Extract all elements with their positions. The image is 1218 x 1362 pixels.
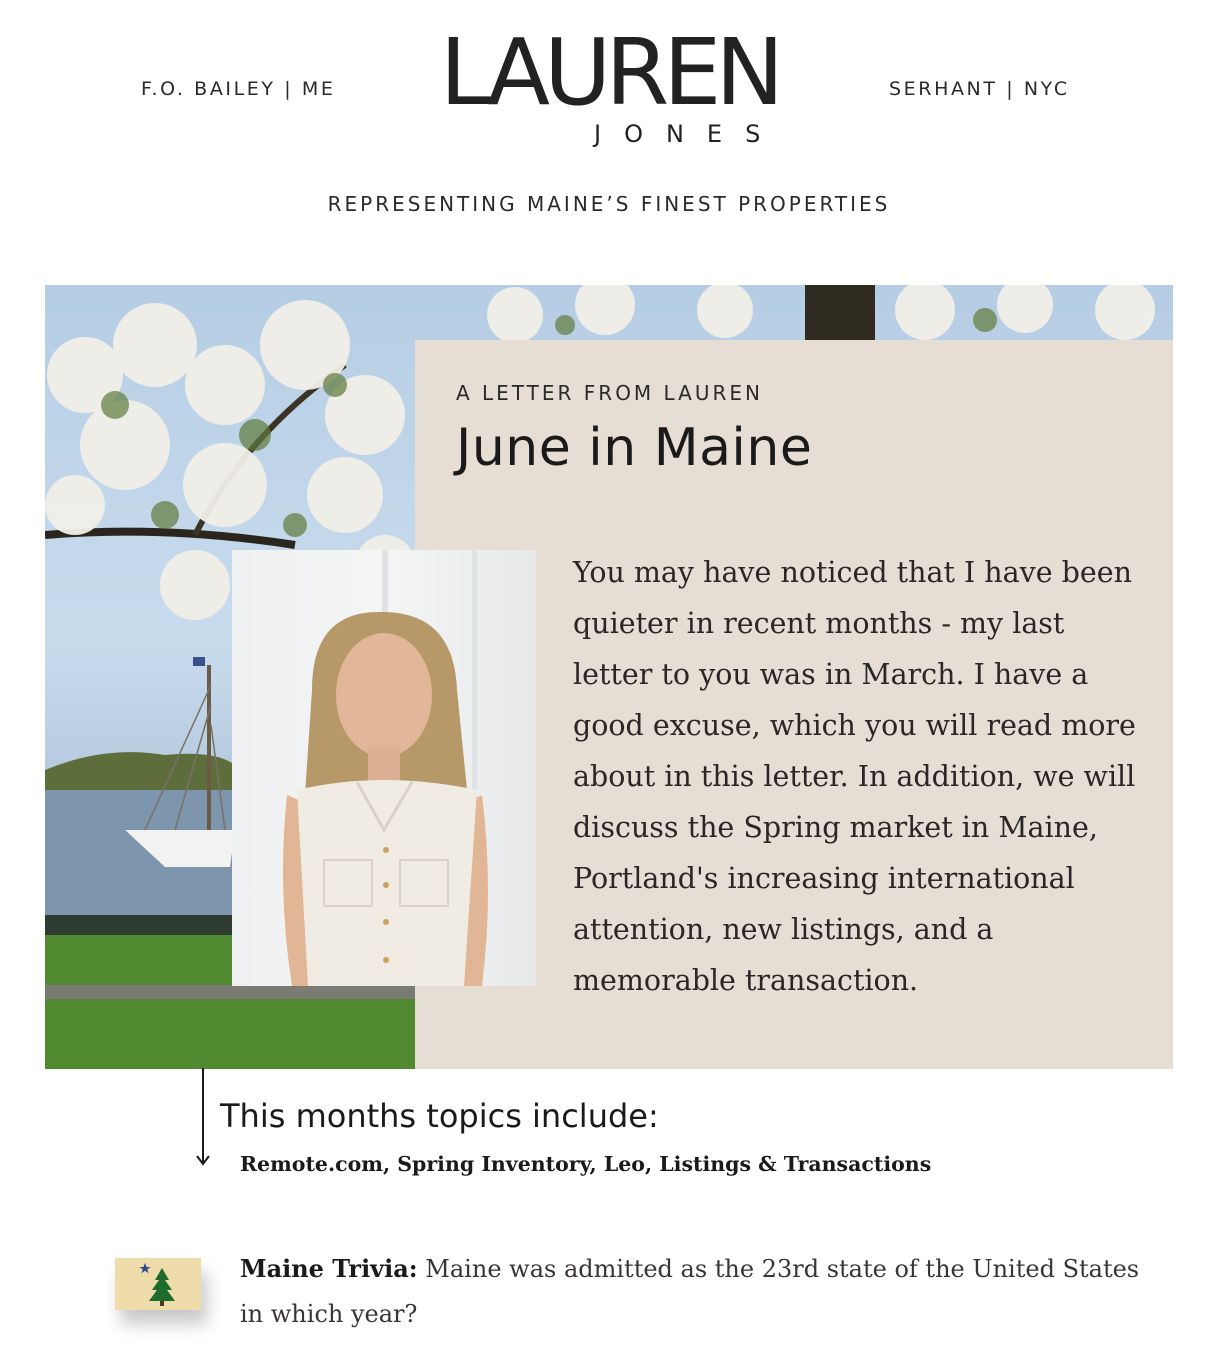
tagline: REPRESENTING MAINE’S FINEST PROPERTIES: [327, 192, 891, 216]
letter-kicker: A LETTER FROM LAUREN: [456, 381, 763, 405]
topics-heading: This months topics include:: [220, 1097, 659, 1135]
logo-lauren[interactable]: LAUREN: [439, 19, 779, 126]
arrow-down-icon: [196, 1068, 210, 1168]
topics-list: Remote.com, Spring Inventory, Leo, Listings & Transactions: [240, 1152, 932, 1176]
trivia: [240, 1246, 1140, 1337]
portrait-photo: [232, 550, 536, 986]
letter-body: You may have noticed that I have been quieter in recent months - my last letter to you was in March. I have a good excuse, which you will read more about in this letter. In addition, we will discuss the Spring market in Maine, Portland's increasing international attention, new listings, and a memorable transaction.: [573, 556, 1136, 997]
trivia-question: Maine was admitted as the 23rd state of the United States in which year?: [240, 1255, 1140, 1328]
header-left-brokerage: F.O. BAILEY | ME: [141, 78, 336, 100]
header-right-brokerage: SERHANT | NYC: [889, 78, 1070, 100]
maine-flag-icon: [115, 1258, 201, 1310]
woman-portrait: [232, 550, 536, 986]
logo-jones: JONES: [594, 120, 784, 148]
letter-title: June in Maine: [456, 418, 813, 478]
trivia-label: Maine Trivia:: [240, 1254, 418, 1283]
